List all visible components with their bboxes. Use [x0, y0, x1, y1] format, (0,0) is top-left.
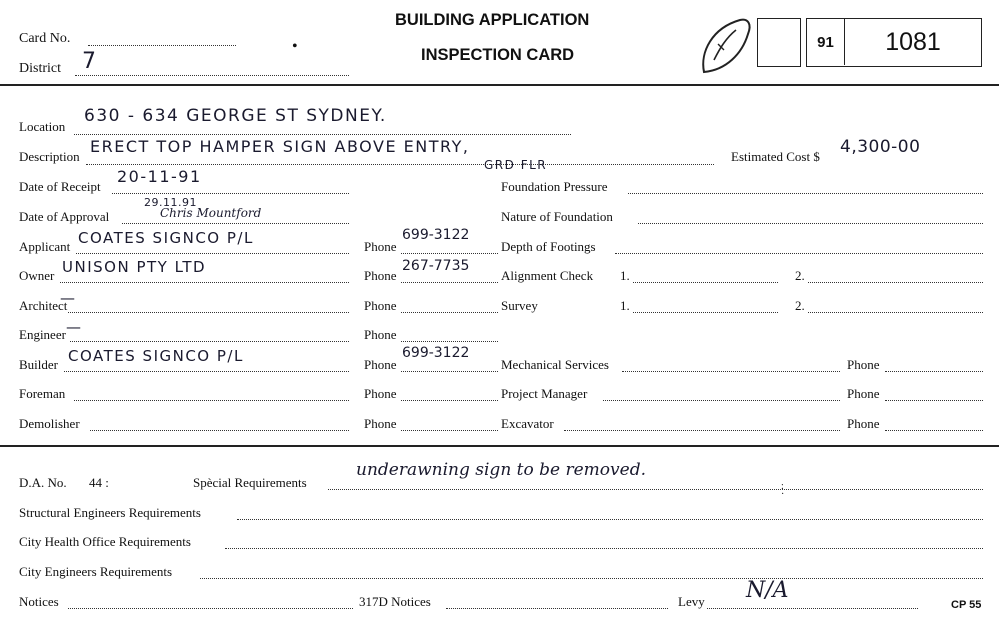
builder-label: Builder: [19, 357, 58, 372]
description-value: ERECT TOP HAMPER SIGN ABOVE ENTRY,: [90, 137, 470, 156]
mechanical-label: Mechanical Services: [501, 357, 609, 372]
builder-phone-label: Phone: [364, 357, 397, 372]
engineer-phone-label: Phone: [364, 327, 397, 342]
approval-date: 29.11.91: [144, 196, 197, 209]
card-no-label: Card No.: [19, 31, 71, 46]
nature-line: [638, 223, 983, 224]
alignment-line-1: [633, 282, 778, 283]
foreman-label: Foreman: [19, 386, 66, 401]
receipt-line: [112, 193, 349, 194]
footer-rule: [0, 445, 999, 447]
builder-line: [64, 371, 349, 372]
description-label: Description: [19, 149, 80, 164]
owner-line: [60, 282, 349, 283]
da-label: D.A. No.: [19, 475, 67, 490]
description-line: [86, 164, 714, 165]
leaf-sketch-icon: [696, 14, 754, 78]
owner-phone: 267-7735: [402, 258, 470, 274]
mechanical-phone-line: [885, 371, 983, 372]
applicant-line: [76, 253, 349, 254]
mechanical-phone-label: Phone: [847, 357, 880, 372]
demolisher-phone-line: [401, 430, 498, 431]
card-code-box-empty: [757, 18, 801, 67]
foundation-pressure-label: Foundation Pressure: [501, 179, 608, 194]
district-label: District: [19, 61, 61, 76]
survey-line-1: [633, 312, 778, 313]
architect-label: Architect: [19, 298, 68, 313]
owner-phone-label: Phone: [364, 268, 397, 283]
stray-dot: •: [292, 38, 298, 55]
form-code: CP 55: [951, 599, 982, 611]
demolisher-label: Demolisher: [19, 416, 80, 431]
mechanical-line: [622, 371, 840, 372]
description-value-2: GRD FLR: [484, 158, 548, 172]
district-line: [75, 75, 349, 76]
header-rule: [0, 84, 999, 86]
builder-phone: 699-3122: [402, 345, 470, 361]
builder-value: COATES SIGNCO P/L: [68, 347, 244, 365]
alignment-line-2: [808, 282, 983, 283]
special-line: [328, 489, 983, 490]
architect-value: —: [60, 289, 77, 307]
engineer-phone-line: [401, 341, 498, 342]
applicant-label: Applicant: [19, 239, 71, 254]
survey-label: Survey: [501, 298, 538, 313]
owner-label: Owner: [19, 268, 55, 283]
receipt-label: Date of Receipt: [19, 179, 101, 194]
box-number: 1081: [885, 27, 941, 56]
foreman-phone-label: Phone: [364, 386, 397, 401]
approval-signature: Chris Mountford: [160, 206, 262, 220]
notices-line: [68, 608, 353, 609]
excavator-phone-line: [885, 430, 983, 431]
applicant-phone: 699-3122: [402, 227, 470, 243]
engineers-label: City Engineers Requirements: [19, 564, 173, 579]
project-manager-line: [603, 400, 840, 401]
architect-phone-line: [401, 312, 498, 313]
card-no-line: [88, 45, 236, 46]
health-label: City Health Office Requirements: [19, 534, 191, 549]
health-line: [225, 548, 983, 549]
approval-label: Date of Approval: [19, 209, 110, 224]
structural-label: Structural Engineers Requirements: [19, 505, 201, 520]
foreman-line: [74, 400, 349, 401]
engineer-label: Engineer: [19, 327, 66, 342]
special-label: Spècial Requirements: [193, 475, 307, 490]
project-manager-phone-label: Phone: [847, 386, 880, 401]
demolisher-line: [90, 430, 349, 431]
survey-num-1: 1.: [620, 298, 630, 313]
engineers-line: [200, 578, 983, 579]
title-line-1: BUILDING APPLICATION: [395, 11, 590, 29]
location-label: Location: [19, 119, 66, 134]
owner-value: UNISON PTY LTD: [62, 258, 207, 276]
survey-num-2: 2.: [795, 298, 805, 313]
notices-317d-label: 317D Notices: [359, 594, 431, 609]
da-value: 44 :: [89, 475, 109, 490]
alignment-num-1: 1.: [620, 268, 630, 283]
nature-label: Nature of Foundation: [501, 209, 613, 224]
survey-line-2: [808, 312, 983, 313]
foreman-phone-line: [401, 400, 498, 401]
special-value: underawning sign to be removed.: [356, 460, 646, 480]
box-code: 91: [817, 33, 834, 51]
excavator-line: [564, 430, 840, 431]
structural-line: [237, 519, 983, 520]
engineer-line: [70, 341, 349, 342]
engineer-value: —: [66, 318, 83, 336]
alignment-label: Alignment Check: [501, 268, 594, 283]
levy-value: N/A: [746, 578, 789, 603]
notices-317d-line: [446, 608, 668, 609]
alignment-num-2: 2.: [795, 268, 805, 283]
excavator-phone-label: Phone: [847, 416, 880, 431]
location-value: 630 - 634 GEORGE ST SYDNEY.: [84, 106, 387, 126]
notices-label: Notices: [19, 594, 59, 609]
project-manager-phone-line: [885, 400, 983, 401]
excavator-label: Excavator: [501, 416, 554, 431]
estimated-cost-value: 4,300-00: [840, 137, 921, 157]
district-value: 7: [82, 49, 98, 74]
receipt-value: 20-11-91: [117, 167, 202, 186]
location-line: [74, 134, 571, 135]
foundation-pressure-line: [628, 193, 983, 194]
levy-label: Levy: [678, 594, 705, 609]
levy-line: [707, 608, 918, 609]
project-manager-label: Project Manager: [501, 386, 588, 401]
builder-phone-line: [401, 371, 498, 372]
applicant-value: COATES SIGNCO P/L: [78, 229, 254, 247]
depth-line: [615, 253, 983, 254]
stray-dots: : ·: [781, 481, 785, 500]
approval-line: [122, 223, 349, 224]
title-line-2: INSPECTION CARD: [421, 46, 575, 64]
card-number-box: [806, 18, 982, 67]
owner-phone-line: [401, 282, 498, 283]
depth-label: Depth of Footings: [501, 239, 596, 254]
applicant-phone-line: [401, 253, 498, 254]
estimated-cost-label: Estimated Cost $: [731, 149, 820, 164]
architect-phone-label: Phone: [364, 298, 397, 313]
demolisher-phone-label: Phone: [364, 416, 397, 431]
architect-line: [68, 312, 349, 313]
applicant-phone-label: Phone: [364, 239, 397, 254]
